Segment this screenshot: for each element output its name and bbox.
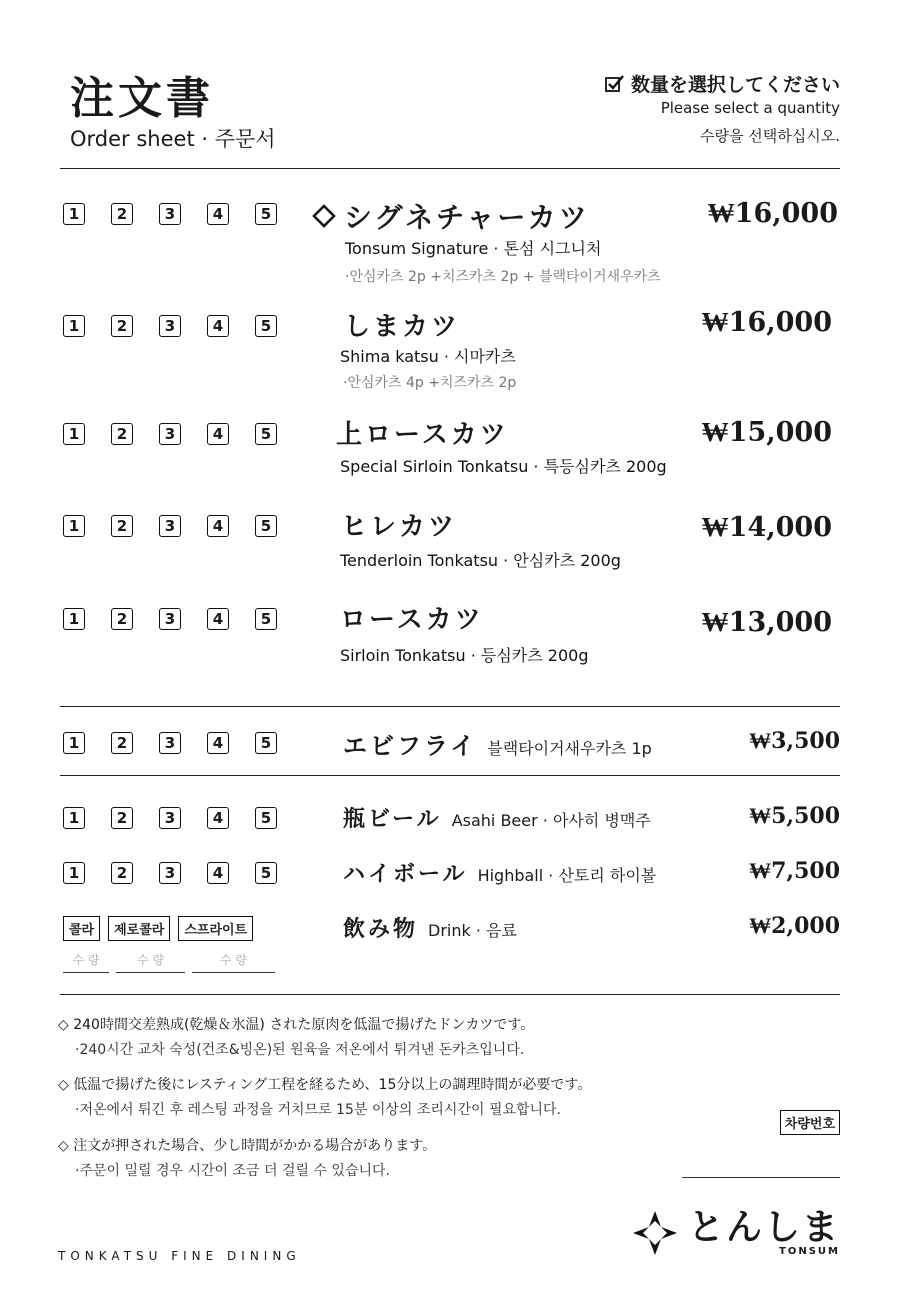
logo-text: とんしま <box>687 1206 840 1248</box>
signature-price: ₩16,000 <box>707 198 838 229</box>
qty-5[interactable]: 5 <box>255 862 277 884</box>
drink-qty-sprite[interactable]: 수 량 <box>192 951 275 973</box>
signature-detail: ·안심카츠 2p +치즈카츠 2p + 블랙타이거새우카츠 <box>345 269 661 285</box>
qty-1[interactable]: 1 <box>63 423 85 445</box>
page-subtitle: Order sheet · 주문서 <box>70 127 276 151</box>
hire-name-jp: ヒレカツ <box>341 512 458 542</box>
note-2-jp: 低温で揚げた後にレスティング工程を経るため、15分以上の調理時間が必要です。 <box>73 1077 592 1093</box>
logo-subtext: TONSUM <box>779 1245 840 1257</box>
qty-2[interactable]: 2 <box>111 608 133 630</box>
qty-5[interactable]: 5 <box>255 315 277 337</box>
signature-subtitle: Tonsum Signature · 톤섬 시그니처 <box>345 239 602 258</box>
jo-rosu-price: ₩15,000 <box>701 417 832 448</box>
qty-2[interactable]: 2 <box>111 862 133 884</box>
shima-detail: ·안심카츠 4p +치즈카츠 2p <box>343 375 517 391</box>
qty-4[interactable]: 4 <box>207 732 229 754</box>
qty-5[interactable]: 5 <box>255 807 277 829</box>
quantity-selector-beer <box>63 807 303 829</box>
beer-subtitle: Asahi Beer · 아사히 병맥주 <box>451 811 651 830</box>
qty-3[interactable]: 3 <box>159 608 181 630</box>
qty-2[interactable]: 2 <box>111 203 133 225</box>
ebi-subtitle: 블랙타이거새우카츠 1p <box>487 739 652 758</box>
note-1: ◇ 240時間交差熟成(乾燥＆氷温) された原肉を低温で揚げたドンカツです。 <box>58 1017 535 1033</box>
quantity-selector-ebi <box>63 732 303 754</box>
drink-option-zero-cola[interactable]: 제로콜라 <box>108 916 170 941</box>
quantity-selector-hire <box>63 515 303 537</box>
qty-4[interactable]: 4 <box>207 515 229 537</box>
beer-price: ₩5,500 <box>749 803 840 829</box>
qty-1[interactable]: 1 <box>63 807 85 829</box>
note-2: ◇ 低温で揚げた後にレスティング工程を経るため、15分以上の調理時間が必要です。 <box>58 1077 592 1093</box>
qty-3[interactable]: 3 <box>159 423 181 445</box>
qty-1[interactable]: 1 <box>63 862 85 884</box>
drink-option-cola[interactable]: 콜라 <box>63 916 100 941</box>
note-1-ko: ·240시간 교차 숙성(건조&빙온)된 원육을 저온에서 튀겨낸 돈카츠입니다. <box>75 1042 525 1058</box>
qty-5[interactable]: 5 <box>255 732 277 754</box>
jo-rosu-subtitle: Special Sirloin Tonkatsu · 특등심카츠 200g <box>340 457 667 476</box>
qty-3[interactable]: 3 <box>159 515 181 537</box>
shima-price: ₩16,000 <box>701 307 832 338</box>
quantity-selector-shima <box>63 315 303 337</box>
quantity-selector-jo-rosu <box>63 423 303 445</box>
instruction-jp <box>605 70 840 97</box>
drink-options <box>63 916 253 941</box>
qty-2[interactable]: 2 <box>111 315 133 337</box>
note-1-jp: 240時間交差熟成(乾燥＆氷温) された原肉を低温で揚げたドンカツです。 <box>73 1017 535 1033</box>
checkbox-icon <box>605 75 625 93</box>
qty-1[interactable]: 1 <box>63 732 85 754</box>
qty-2[interactable]: 2 <box>111 515 133 537</box>
qty-4[interactable]: 4 <box>207 203 229 225</box>
drink-name-jp: 飲み物 <box>343 917 419 942</box>
instruction-en: Please select a quantity <box>660 99 840 117</box>
rosu-name-jp: ロースカツ <box>340 605 484 635</box>
qty-1[interactable]: 1 <box>63 315 85 337</box>
qty-3[interactable]: 3 <box>159 807 181 829</box>
drink-qty-cola[interactable]: 수 량 <box>63 951 109 973</box>
signature-name <box>312 196 590 236</box>
drink-option-sprite[interactable]: 스프라이트 <box>178 916 253 941</box>
qty-3[interactable]: 3 <box>159 203 181 225</box>
quantity-selector-rosu <box>63 608 303 630</box>
shima-subtitle: Shima katsu · 시마카츠 <box>340 347 516 366</box>
qty-5[interactable]: 5 <box>255 515 277 537</box>
page-title: 注文書 <box>70 73 214 124</box>
divider <box>60 706 840 707</box>
qty-2[interactable]: 2 <box>111 732 133 754</box>
qty-4[interactable]: 4 <box>207 862 229 884</box>
beer-name <box>343 802 651 833</box>
ebi-price: ₩3,500 <box>749 728 840 754</box>
qty-1[interactable]: 1 <box>63 608 85 630</box>
qty-2[interactable]: 2 <box>111 423 133 445</box>
qty-4[interactable]: 4 <box>207 423 229 445</box>
highball-subtitle: Highball · 산토리 하이볼 <box>477 866 657 885</box>
rosu-price: ₩13,000 <box>701 607 832 638</box>
instruction-ko: 수량을 선택하십시오. <box>700 127 840 145</box>
qty-3[interactable]: 3 <box>159 315 181 337</box>
diamond-icon <box>312 204 336 228</box>
drink-subtitle: Drink · 음료 <box>428 921 517 940</box>
qty-1[interactable]: 1 <box>63 203 85 225</box>
qty-3[interactable]: 3 <box>159 862 181 884</box>
logo-diamond-icon <box>630 1208 680 1258</box>
beer-name-jp: 瓶ビール <box>343 807 442 832</box>
qty-5[interactable]: 5 <box>255 423 277 445</box>
qty-5[interactable]: 5 <box>255 608 277 630</box>
hire-price: ₩14,000 <box>701 512 832 543</box>
car-number-label: 차량번호 <box>780 1110 840 1135</box>
divider <box>60 775 840 776</box>
divider <box>60 994 840 995</box>
drink-name <box>343 912 517 943</box>
ebi-name <box>343 726 652 761</box>
highball-name <box>343 857 656 888</box>
drink-qty-zero-cola[interactable]: 수 량 <box>116 951 185 973</box>
drink-price: ₩2,000 <box>749 913 840 939</box>
hire-subtitle: Tenderloin Tonkatsu · 안심카츠 200g <box>340 551 621 570</box>
quantity-selector-highball <box>63 862 303 884</box>
instruction-jp-text: 数量を選択してください <box>630 74 840 96</box>
qty-4[interactable]: 4 <box>207 315 229 337</box>
note-3-jp: 注文が押された場合、少し時間がかかる場合があります。 <box>73 1138 437 1154</box>
qty-3[interactable]: 3 <box>159 732 181 754</box>
qty-2[interactable]: 2 <box>111 807 133 829</box>
note-2-ko: ·저온에서 튀긴 후 레스팅 과정을 거치므로 15분 이상의 조리시간이 필요합니다. <box>75 1102 562 1118</box>
highball-name-jp: ハイボール <box>343 862 468 887</box>
note-3: ◇ 注文が押された場合、少し時間がかかる場合があります。 <box>58 1138 437 1154</box>
rosu-subtitle: Sirloin Tonkatsu · 등심카츠 200g <box>340 646 589 665</box>
brand-logo <box>630 1208 840 1258</box>
qty-4[interactable]: 4 <box>207 807 229 829</box>
note-3-ko: ·주문이 밀릴 경우 시간이 조금 더 걸릴 수 있습니다. <box>75 1163 390 1179</box>
highball-price: ₩7,500 <box>749 858 840 884</box>
divider <box>60 168 840 169</box>
qty-5[interactable]: 5 <box>255 203 277 225</box>
jo-rosu-name-jp: 上ロースカツ <box>336 420 509 450</box>
quantity-selector-signature <box>63 203 303 225</box>
footer-tagline: TONKATSU FINE DINING <box>58 1249 301 1263</box>
shima-name-jp: しまカツ <box>344 312 461 342</box>
qty-4[interactable]: 4 <box>207 608 229 630</box>
signature-name-jp: シグネチャーカツ <box>344 201 590 234</box>
car-number-input[interactable] <box>682 1177 840 1178</box>
qty-1[interactable]: 1 <box>63 515 85 537</box>
ebi-name-jp: エビフライ <box>343 732 478 760</box>
